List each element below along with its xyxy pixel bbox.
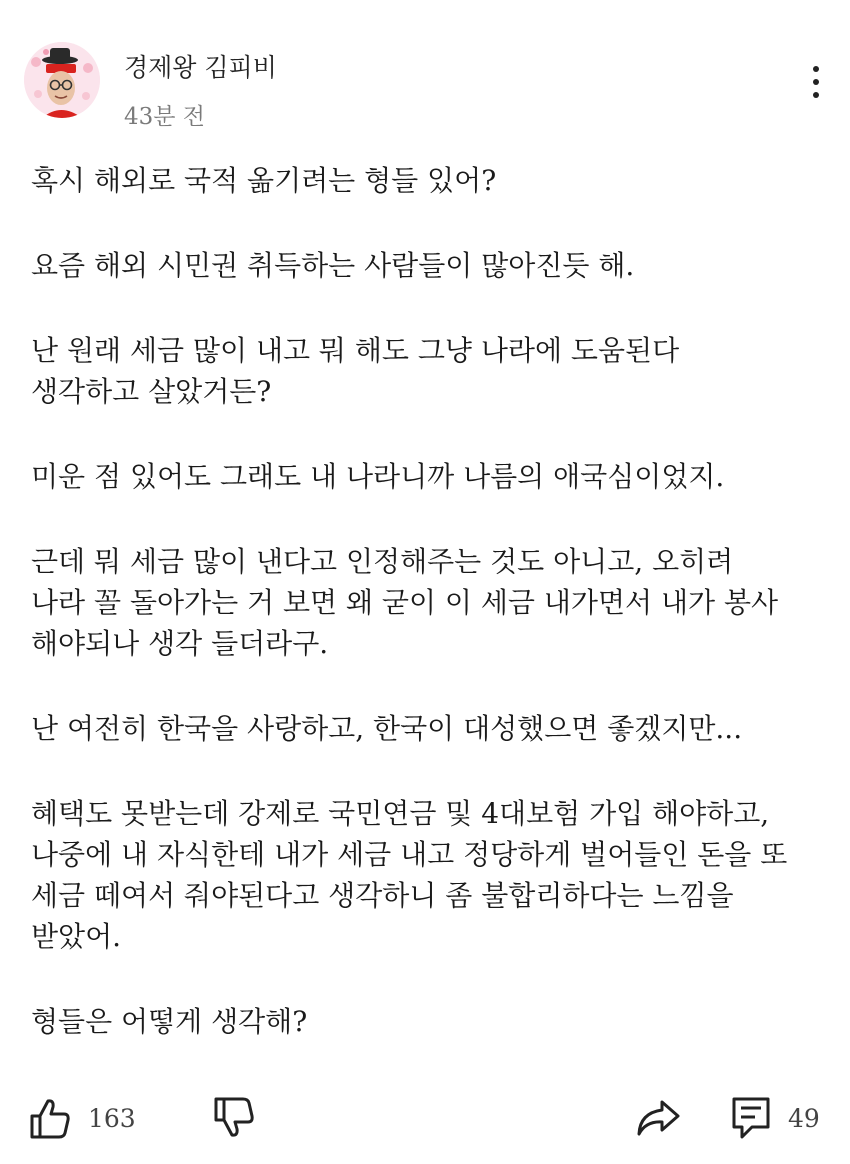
thumbs-up-icon <box>30 1097 70 1139</box>
avatar-image <box>24 42 100 118</box>
paragraph-line: 혹시 해외로 국적 옮기려는 형들 있어? <box>31 164 497 197</box>
author-name[interactable]: 경제왕 김피비 <box>124 53 277 82</box>
paragraph-line: 받았어. <box>31 920 122 953</box>
share-button[interactable] <box>636 1088 680 1148</box>
comment-button[interactable] <box>732 1088 820 1148</box>
paragraph-line: 난 원래 세금 많이 내고 뭐 해도 그냥 나라에 도움된다 <box>31 334 680 367</box>
post-paragraph <box>31 160 821 201</box>
paragraph-line: 미운 점 있어도 그래도 내 나라니까 나름의 애국심이었지. <box>31 460 725 493</box>
paragraph-line: 혜택도 못받는데 강제로 국민연금 및 4대보험 가입 해야하고, <box>31 797 770 830</box>
post-paragraph <box>31 245 821 286</box>
post-paragraph <box>31 793 821 957</box>
post-paragraph <box>31 330 821 412</box>
paragraph-line: 요즘 해외 시민권 취득하는 사람들이 많아진듯 해. <box>31 249 635 282</box>
post-header <box>24 42 826 130</box>
comment-icon <box>732 1097 770 1139</box>
paragraph-line: 나라 꼴 돌아가는 거 보면 왜 굳이 이 세금 내가면서 내가 봉사 <box>31 586 779 619</box>
post-paragraph <box>31 541 821 664</box>
paragraph-line: 해야되나 생각 들더라구. <box>31 627 329 660</box>
paragraph-line: 형들은 어떻게 생각해? <box>31 1005 308 1038</box>
paragraph-line: 세금 떼여서 줘야된다고 생각하니 좀 불합리하다는 느낌을 <box>31 879 734 912</box>
like-count: 163 <box>88 1103 136 1133</box>
more-vertical-icon[interactable] <box>806 66 826 106</box>
post-paragraph <box>31 456 821 497</box>
dislike-button[interactable] <box>214 1088 254 1148</box>
author-avatar[interactable] <box>24 42 100 118</box>
post-paragraph <box>31 708 821 749</box>
post-body <box>31 160 821 1086</box>
paragraph-line: 생각하고 살았거든? <box>31 375 272 408</box>
thumbs-down-icon <box>214 1097 254 1139</box>
like-button[interactable] <box>30 1088 136 1148</box>
comment-count: 49 <box>788 1103 820 1133</box>
paragraph-line: 나중에 내 자식한테 내가 세금 내고 정당하게 벌어들인 돈을 또 <box>31 838 788 871</box>
paragraph-line: 난 여전히 한국을 사랑하고, 한국이 대성했으면 좋겠지만... <box>31 712 743 745</box>
post-actions-bar <box>0 1088 850 1148</box>
post-timestamp: 43분 전 <box>124 104 206 130</box>
paragraph-line: 근데 뭐 세금 많이 낸다고 인정해주는 것도 아니고, 오히려 <box>31 545 734 578</box>
post-paragraph <box>31 1001 821 1042</box>
share-icon <box>636 1099 680 1137</box>
